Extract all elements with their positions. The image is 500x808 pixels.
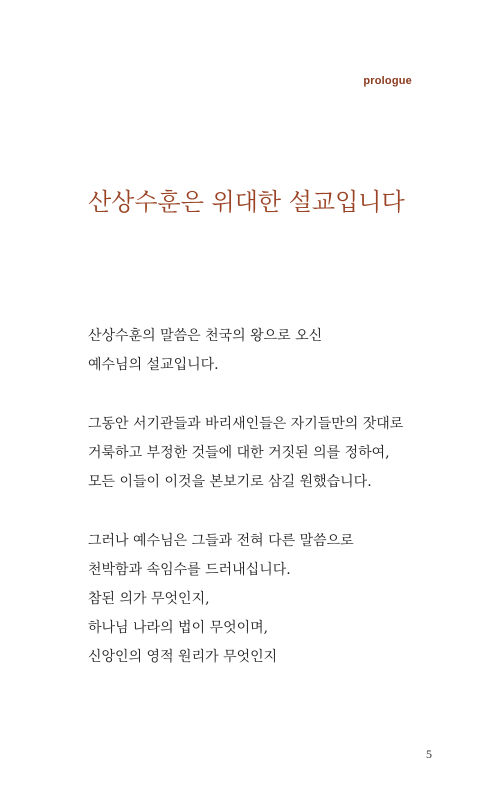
text-line: 참된 의가 무엇인지, — [88, 591, 210, 607]
page-number: 5 — [426, 747, 432, 761]
text-line: 그러나 예수님은 그들과 전혀 다른 말씀으로 — [88, 533, 354, 549]
chapter-title: 산상수훈은 위대한 설교입니다 — [88, 188, 405, 216]
text-line: 하나님 나라의 법이 무엇이며, — [88, 620, 269, 636]
text-line: 천박함과 속임수를 드러내십니다. — [88, 562, 291, 578]
paragraph-1 — [88, 322, 428, 380]
paragraph-2 — [88, 410, 428, 497]
text-line: 모든 이들이 이것을 본보기로 삼길 원했습니다. — [88, 474, 372, 490]
text-line: 신앙인의 영적 원리가 무엇인지 — [88, 649, 278, 665]
text-line: 예수님의 설교입니다. — [88, 357, 219, 373]
text-line: 산상수훈의 말씀은 천국의 왕으로 오신 — [88, 328, 323, 344]
paragraph-3 — [88, 527, 428, 672]
section-label: prologue — [363, 75, 412, 87]
body-text — [88, 322, 428, 702]
text-line: 그동안 서기관들과 바리새인들은 자기들만의 잣대로 — [88, 416, 404, 432]
text-line: 거룩하고 부정한 것들에 대한 거짓된 의를 정하여, — [88, 445, 390, 461]
